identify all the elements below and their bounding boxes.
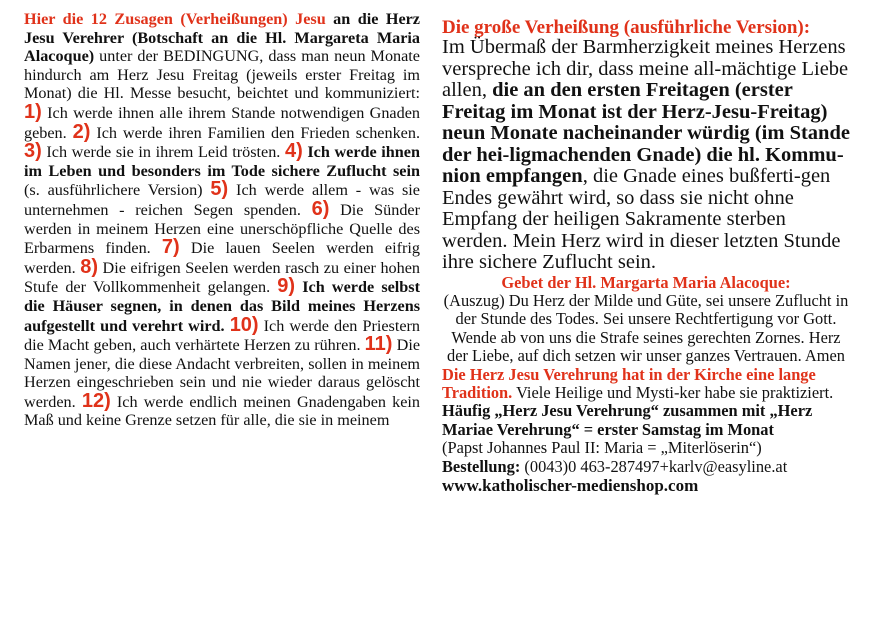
promises-text — [24, 10, 420, 430]
promise-number: 12) — [81, 389, 111, 412]
promise-number: 6) — [311, 197, 330, 220]
promise-number: 7) — [161, 236, 180, 259]
great-promise-column — [442, 10, 850, 495]
promise-text: Ich werde den Priestern die Macht geben, auch verhärtete Herzen zu rühren. — [24, 316, 421, 355]
promise-text: Die eifrigen Seelen werden rasch zu einer hohen Stufe der Vollkommenheit gelangen. — [24, 258, 421, 297]
promise-item — [24, 389, 420, 430]
prayer-title: Gebet der Hl. Margarta Maria Alacoque: — [501, 272, 791, 292]
tradition-bold: Häufig „Herz Jesu Verehrung“ zusammen mit „Herz Mariae Verehrung“ = erster Samstag im Monat — [442, 401, 813, 439]
promise-list — [24, 100, 421, 430]
promise-number: 1) — [24, 100, 42, 123]
promises-heading-rest: an die Herz Jesu Verehrer (Botschaft an die Hl. Margareta Maria Alacoque) — [24, 10, 420, 66]
prayer-block — [442, 274, 850, 366]
website-link[interactable]: www.katholischer-medienshop.com — [442, 475, 699, 495]
promise-number: 4) — [284, 140, 303, 163]
promise-number: 10) — [229, 313, 259, 336]
promise-number: 11) — [364, 333, 393, 356]
order-label: Bestellung: — [442, 456, 521, 476]
promises-heading: Hier die 12 Zusagen (Verheißungen) Jesu — [24, 10, 326, 28]
promise-number: 5) — [210, 178, 229, 201]
promises-column — [24, 10, 420, 430]
pope-quote: (Papst Johannes Paul II: Maria = „Miterlöserin“) — [442, 438, 762, 458]
order-info — [442, 458, 850, 476]
tradition-heading: Die Herz Jesu Verehrung hat in der Kirche eine lange Tradition. — [442, 364, 816, 402]
promise-item — [24, 140, 285, 163]
promises-condition: unter der BEDINGUNG, dass man neun Monate hindurch am Herz Jesu Freitag (jeweils erster Freitag im Monat) die Hl. Messe besucht, beichtet und kommuniziert: — [24, 47, 420, 103]
promise-bold-text: Ich werde selbst die Häuser segnen, in denen das Bild meines Herzens aufgestellt und verehrt wird. — [24, 278, 420, 335]
promise-text: Die lauen Seelen werden eifrig werden. — [24, 239, 420, 277]
great-promise-text — [442, 37, 850, 274]
promise-number: 9) — [277, 275, 296, 298]
tradition-body: Viele Heilige und Mysti-ker habe sie praktiziert. — [512, 382, 834, 402]
promise-item — [72, 120, 420, 143]
promise-text: Die Namen jener, die diese Andacht verbreiten, sollen in meinem Herzen eingeschrieben sein und nie wieder daraus gelöscht werden. — [24, 336, 420, 411]
promise-bold-text: Ich werde ihnen im Leben und besonders im Tode sichere Zuflucht sein — [24, 143, 420, 180]
promise-number: 8) — [80, 255, 99, 278]
promise-text: Die Sünder werden in meinem Herzen eine unerschöpfliche Quelle des Erbarmens finden. — [24, 200, 420, 258]
great-promise-title: Die große Verheißung (ausführliche Version): — [442, 17, 811, 38]
great-promise-intro: Im Übermaß der Barmherzigkeit meines Herzens verspreche ich dir, dass meine all-mächtige Liebe allen, — [442, 36, 849, 101]
promise-text: Ich werde ihnen alle ihrem Stande notwendigen Gnaden geben. — [24, 103, 420, 142]
order-contact: (0043)0 463-287497+karlv@easyline.at — [520, 456, 788, 476]
tradition-text — [442, 366, 850, 440]
great-promise-end: , die Gnade eines bußferti-gen Endes gewährt wird, so dass sie nicht ohne Empfang der heiligen Sakramente sterben werden. Mein Herz wird in dieser letzten Stunde ihre sichere Zuflucht sein. — [442, 165, 841, 273]
promise-text: Ich werde sie in ihrem Leid trösten. — [41, 143, 285, 162]
promise-text: Ich werde ihren Familien den Frieden schenken. — [90, 123, 420, 142]
promise-text: Ich werde endlich meinen Gnadengaben kein Maß und keine Grenze setzen für alle, die sie in meinem — [24, 392, 420, 430]
promise-text: (s. ausführlichere Version) — [24, 181, 211, 200]
prayer-text: (Auszug) Du Herz der Milde und Güte, sei unsere Zuflucht in der Stunde des Todes. Sei unsere Rechtfertigung vor Gott. Wende ab von uns die Strafe seines gerechten Zornes. Herz der Liebe, auf dich setzen wir unser ganzes Vertrauen. Amen — [443, 290, 849, 366]
promise-text: Ich werde allem - was sie unternehmen - reichen Segen spenden. — [24, 181, 420, 219]
promise-number: 3) — [24, 140, 42, 163]
great-promise-condition: die an den ersten Freitagen (erster Freitag im Monat ist der Herz-Jesu-Freitag) neun Monate nacheinander würdig (im Stande der hei-ligmachenden Gnade) die hl. Kommu-nion empfangen — [442, 79, 850, 187]
promise-number: 2) — [72, 120, 91, 143]
